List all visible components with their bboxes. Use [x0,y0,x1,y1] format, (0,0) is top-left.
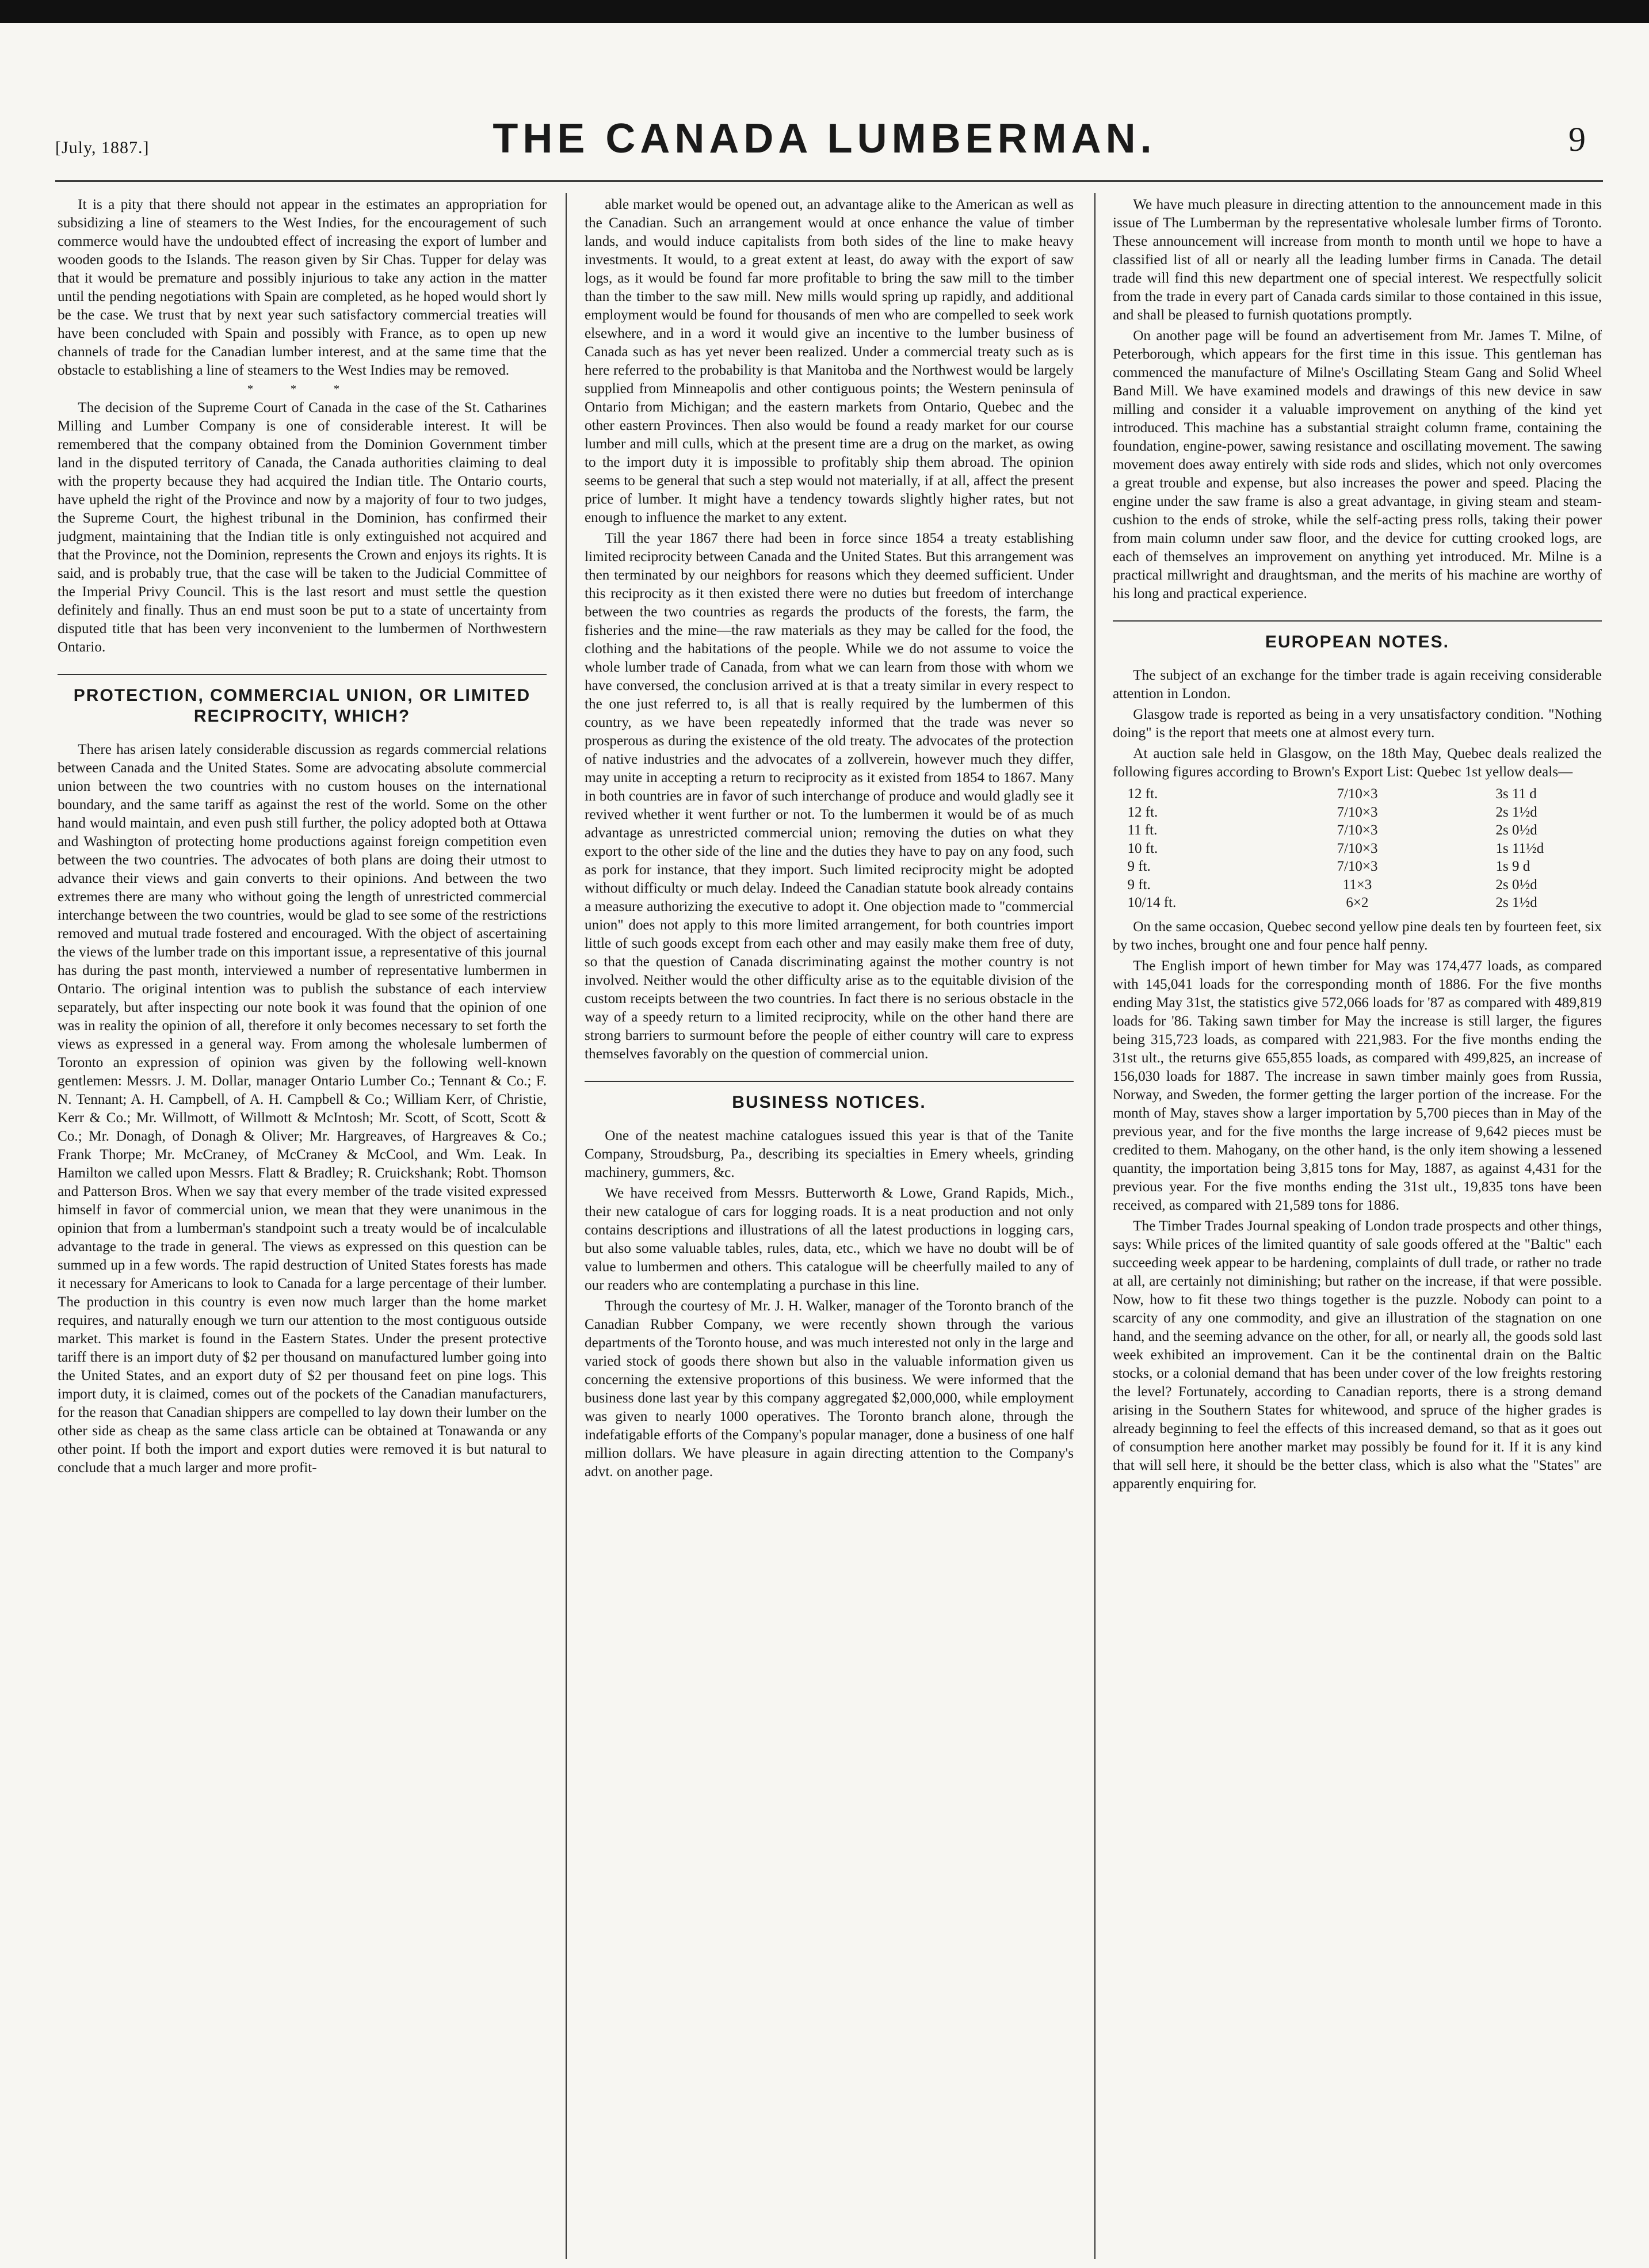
column-3 [1113,196,1602,2250]
article-paragraph: Through the courtesy of Mr. J. H. Walker, manager of the Toronto branch of the Canadian Rubber Company, we were recently shown through the various departments of the Toronto house, and was much interested not only in the large and varied stock of goods there shown but also in the valuable information given us concerning the extensive proportions of this business. We were informed that the business done last year by this company aggregated $2,000,000, while employment was given to nearly 1000 operatives. The Toronto branch alone, through the indefatigable efforts of the Company's popular manager, done a business of one half million dollars. We have pleasure in again directing attention to the Company's advt. on another page. [585,1298,1074,1480]
price-value: 2s 1½d [1495,804,1537,820]
price-length: 9 ft. [1127,859,1151,874]
table-row [1113,785,1602,803]
price-size: 11×3 [1342,876,1372,893]
price-length: 11 ft. [1127,822,1158,838]
newspaper-title: THE CANADA LUMBERMAN. [493,116,1156,162]
price-length: 9 ft. [1127,876,1151,893]
article-paragraph: At auction sale held in Glasgow, on the 18th May, Quebec deals realized the following figures according to Brown's Export List: Quebec 1st yellow deals— [1113,746,1602,780]
article-paragraph: Till the year 1867 there had been in force since 1854 a treaty establishing limited reciprocity between Canada and the United States. But this arrangement was then terminated by our neighbors for reasons which they deemed sufficient. Under this reciprocity as it then existed there were no duties but freedom of interchange between the two countries as regards the products of the forests, the farm, the fisheries and the mine—the raw materials as they may be called for the food, the clothing and the habitations of the people. While we do not assume to voice the whole lumber trade of Canada, from what we can learn from those with whom we have conversed, the conclusion arrived at is that a treaty similar in every respect to the one just referred to, is all that is really required by the lumbermen of this country, as we have been repeatedly informed that the trade was never so prosperous as during the existence of the old treaty. The advocates of the protection of native industries and the advocates of a zollverein, however much they differ, may unite in accepting a return to reciprocity as it existed from 1854 to 1867. Many in both countries are in favor of such interchange of produce and would gladly see it revived whether it went further or not. To the lumbermen it would be of as much advantage as unrestricted commercial union; removing the duties on what they export to the other side of the line and the duties they have to pay on any food, such as pork for instance, that they import. Such limited reciprocity might be adopted without difficulty or much delay. Indeed the Canadian statute book already contains a measure authorizing the executive to adopt it. One objection made to "commercial union" does not apply to this more limited arrangement, for both countries import little of such goods except from each other and may easily make them free of duty, so that the question of Canada discriminating against the mother country is not involved. Neither would the other difficulty arise as to the equitable division of the custom receipts between the two countries. In fact there is no serious obstacle in the way of a speedy return to a limited reciprocity, while on the other hand there are strong barriers to surmount before the people of either country will care to express themselves favorably on the question of commercial union. [585,531,1074,1062]
price-size: 7/10×3 [1337,840,1378,856]
article-paragraph: We have much pleasure in directing attention to the announcement made in this issue of The Lumberman by the representative wholesale lumber firms of Toronto. These announcement will increase from month to month until we hope to have a classified list of all or nearly all the leading lumber firms in Canada. The detail trade will find this new department one of special interest. We respectfully solicit from the trade in every part of Canada cards similar to those contained in this issue, and shall be pleased to furnish quotations promptly. [1113,197,1602,323]
masthead [0,115,1649,178]
article-paragraph: On another page will be found an advertisement from Mr. James T. Milne, of Peterborough, which appears for the first time in this issue. This gentleman has commenced the manufacture of Milne's Oscillating Steam Gang and Solid Wheel Band Mill. We have examined models and drawings of this new device in saw milling and consider it a valuable improvement on anything of the kind yet introduced. This machine has a substantial straight column frame, containing the foundation, engine-power, sawing resistance and oscillating movement. The sawing movement does away entirely with side rods and slides, which not only overcomes a great trouble and expense, but also increases the power and speed. Placing the engine under the saw frame is also a great advantage, in giving steam and steam-cushion to the ends of stroke, while the self-acting press rolls, taking their power from main column under saw floor, and the device for cutting crooked logs, are each of themselves an improvement on anything yet introduced. Mr. Milne is a practical millwright and draughtsman, and the merits of his machine are worthy of his long and practical experience. [1113,328,1602,601]
column-divider [1094,193,1095,2259]
masthead-rule [55,180,1603,182]
price-size: 7/10×3 [1337,786,1378,802]
page-number: 9 [1568,120,1586,158]
article-paragraph: One of the neatest machine catalogues issued this year is that of the Tanite Company, Stroudsburg, Pa., describing its specialties in Emery wheels, grinding machinery, gummers, &c. [585,1128,1074,1180]
price-size: 7/10×3 [1337,804,1378,820]
price-value: 1s 9 d [1495,859,1530,874]
article-paragraph: The English import of hewn timber for May was 174,477 loads, as compared with 145,041 loads for the corresponding month of 1886. For the five months ending May 31st, the statistics give 572,066 loads for '87 as compared with 489,819 loads for '86. Taking sawn timber for May the increase is still larger, the figures being 315,723 loads, as compared with 221,983. For the five months ending the 31st ult., the returns give 655,855 loads, as compared with 499,825, an increase of 156,030 loads for 1887. The increase in sawn timber mainly goes from Russia, Norway, and Sweden, the former getting the larger portion of the increase. For the month of May, staves show a larger importation by 5,700 pieces than in May of the previous year, and for the five months the large increase of 9,642 pieces must be credited to them. Mahogany, on the other hand, is the only item showing a lessened quantity, the importation being 3,815 tons for May, 1887, as against 4,431 for the previous year. For the five months ending the 31st ult., 19,835 tons have been received, as compared with 21,589 tons for 1886. [1113,958,1602,1213]
price-value: 2s 0½d [1495,822,1537,838]
price-size: 7/10×3 [1337,822,1378,838]
column-1 [58,196,547,2250]
top-border-rule [0,0,1649,23]
price-size: 7/10×3 [1337,859,1378,874]
column-2 [585,196,1074,2250]
price-size: 6×2 [1346,895,1369,910]
table-row [1113,840,1602,858]
table-row [1113,876,1602,894]
price-value: 1s 11½d [1495,840,1544,856]
article-heading: PROTECTION, COMMERCIAL UNION, OR LIMITED RECIPROCITY, WHICH? [58,674,547,727]
section-separator: * * * [247,383,357,395]
column-divider [566,193,567,2259]
price-value: 2s 1½d [1495,895,1537,910]
price-length: 12 ft. [1127,804,1158,820]
article-paragraph: There has arisen lately considerable discussion as regards commercial relations between Canada and the United States. Some are advocating absolute commercial union between the two countries with no custom houses on the international boundary, and the same tariff as against the rest of the world. Some on the other hand would maintain, and even push still further, the policy adopted both at Ottawa and Washington of protecting home productions against foreign competition even between the two countries. The advocates of both plans are doing their utmost to advance their views and gain converts to their opinions. And between the two extremes there are many who without going the length of unrestricted commercial interchange between the two countries, would be glad to see some of the restrictions removed and mutual trade fostered and encouraged. With the object of ascertaining the views of the lumber trade on this important issue, a representative of this journal has during the past month, interviewed a number of representative lumbermen in Ontario. The original intention was to publish the substance of each interview separately, but after inspecting our note book it was found that the opinion of one was in reality the opinion of all, therefore it only becomes necessary to set forth the views as expressed in a general way. From among the wholesale lumbermen of Toronto an expression of opinion was given by the following well-known gentlemen: Messrs. J. M. Dollar, manager Ontario Lumber Co.; Tennant & Co.; F. N. Tennant; A. H. Campbell, of A. H. Campbell & Co.; William Kerr, of Christie, Kerr & Co.; Mr. Willmott, of Willmott & McIntosh; Mr. Scott, of Scott, Scott & Co.; Mr. Donagh, of Donagh & Oliver; Mr. Hargreaves, of Hargreaves & Co.; Frank Thorpe; Mr. McCraney, of McCraney & McCool, and Wm. Leak. In Hamilton we called upon Messrs. Flatt & Bradley; R. Cruickshank; Robt. Thomson and Patterson Bros. When we say that every member of the trade visited expressed himself in favor of commercial union, we mean that they were unanimous in the opinion that from a lumberman's standpoint such a treaty would be of incalculable advantage to the trade in general. The views as expressed on this question can be summed up in a few words. The rapid destruction of United States forests has made it necessary for Americans to look to Canada for a large percentage of their lumber. The production in this country is even now much larger than the home market requires, and naturally enough we turn our attention to the most contiguous outside market. This market is found in the Eastern States. Under the present protective tariff there is an import duty of $2 per thousand on manufactured lumber going into the United States, and an export duty of $2 per thousand feet on pine logs. This import duty, it is claimed, comes out of the pockets of the Canadian manufacturers, for the reason that Canadian shippers are compelled to lay down their lumber on the other side as cheap as the same class article can be obtained at Tonawanda or any other point. If both the import and export duties were removed it is but natural to conclude that a much larger and more profit- [58,742,547,1476]
article-heading: EUROPEAN NOTES. [1113,620,1602,653]
table-row [1113,894,1602,912]
article-paragraph: On the same occasion, Quebec second yellow pine deals ten by fourteen feet, six by two inches, brought one and four pence half penny. [1113,918,1602,953]
price-table [1113,785,1602,912]
article-paragraph: The subject of an exchange for the timber trade is again receiving considerable attention in London. [1113,668,1602,702]
price-length: 10 ft. [1127,840,1158,856]
article-heading: BUSINESS NOTICES. [585,1081,1074,1113]
article-paragraph: The Timber Trades Journal speaking of London trade prospects and other things, says: While prices of the limited quantity of sale goods offered at the "Baltic" each succeeding week appear to be hardening, complaints of dull trade, or rather no trade at all, are certainly not diminishing; but rather on the increase, if that were possible. Now, how to fit these two things together is the puzzle. Nobody can point to a scarcity of any one commodity, and give an illustration of the stagnation on one hand, and the seeming advance on the other, for all, or nearly all, the goods sold last week exhibited an improvement. Can it be the continental drain on the Baltic stocks, or a colonial demand that has been under cover of the low freights restoring the level? Fortunately, according to Canadian reports, there is a strong demand arising in the Southern States for whitewood, and spruce of the higher grades is already beginning to feel the effects of this increased demand, so that as it goes out of consumption here another market may possibly be found for it. If it is any kind that will sell here, it should be the better class, which is also what the "States" are apparently enquiring for. [1113,1218,1602,1492]
table-row [1113,857,1602,876]
price-length: 12 ft. [1127,786,1158,802]
issue-date: [July, 1887.] [55,138,150,157]
price-value: 2s 0½d [1495,876,1537,893]
table-row [1113,821,1602,840]
article-paragraph: We have received from Messrs. Butterworth & Lowe, Grand Rapids, Mich., their new catalogue of cars for logging roads. It is a neat production and not only contains descriptions and illustrations of all the latest productions in logging cars, but also some valuable tables, rules, data, etc., which we have no doubt will be of value to lumbermen and others. This catalogue will be cheerfully mailed to any of our readers who are contemplating a purchase in this line. [585,1186,1074,1293]
article-paragraph: It is a pity that there should not appear in the estimates an appropriation for subsidizing a line of steamers to the West Indies, for the encouragement of such commerce would have the undoubted effect of increasing the export of lumber and wooden goods to the Islands. The reason given by Sir Chas. Tupper for delay was that it would be premature and possibly injurious to take any action in the matter until the pending negotiations with Spain are completed, as he hoped would short ly be the case. We trust that by next year such satisfactory commercial treaties will have been concluded with Spain and possibly with France, as to open up new channels of trade for the Canadian lumber interest, and at the same time that the obstacle to establishing a line of steamers to the West Indies may be removed. [58,197,547,378]
article-paragraph: The decision of the Supreme Court of Canada in the case of the St. Catharines Milling and Lumber Company is one of considerable interest. It will be remembered that the company obtained from the Dominion Government timber land in the disputed territory of Canada, the Canada authorities claiming to deal with the property because they had acquired the Indian title. The Ontario courts, have upheld the right of the Province and now by a majority of four to two judges, the Supreme Court, the highest tribunal in the Dominion, has confirmed their judgment, maintaining that the Indian title is only extinguished not acquired and that the Province, not the Dominion, represents the Crown and enjoys its rights. It is said, and is probably true, that the case will be taken to the Judicial Committee of the Imperial Privy Council. This is the last resort and must settle the question definitely and finally. Thus an end must soon be put to a state of uncertainty from disputed title that has been very inconvenient to the lumbermen of Northwestern Ontario. [58,400,547,655]
price-length: 10/14 ft. [1127,895,1177,910]
article-paragraph: able market would be opened out, an advantage alike to the American as well as the Canadian. Such an arrangement would at once enhance the value of timber lands, and would induce capitalists from both sides of the line to make heavy investments. It would, to a great extent at least, do away with the export of saw logs, as it would be found far more profitable to bring the saw mill to the timber than the timber to the saw mill. New mills would spring up rapidly, and additional employment would be found for thousands of men who are compelled to seek work elsewhere, and in a word it would give an incentive to the lumber business of Canada such as has yet never been realized. Under a commercial treaty such as is here referred to the probability is that Manitoba and the Northwest would be largely supplied from Minneapolis and other contiguous points; the Western peninsula of Ontario from Michigan; and the eastern markets from Ontario, Quebec and the other eastern Provinces. Then also would be found a ready market for our course lumber and mill culls, which at the present time are a drug on the market, as owing to the import duty it is impossible to profitably ship them abroad. The opinion seems to be general that such a step would not materially, if at all, affect the present price of lumber. It might have a tendency towards slightly higher rates, but not enough to influence the market to any extent. [585,197,1074,525]
table-row [1113,803,1602,822]
article-paragraph: Glasgow trade is reported as being in a very unsatisfactory condition. "Nothing doing" is the report that meets one at almost every turn. [1113,707,1602,741]
price-value: 3s 11 d [1495,786,1537,802]
